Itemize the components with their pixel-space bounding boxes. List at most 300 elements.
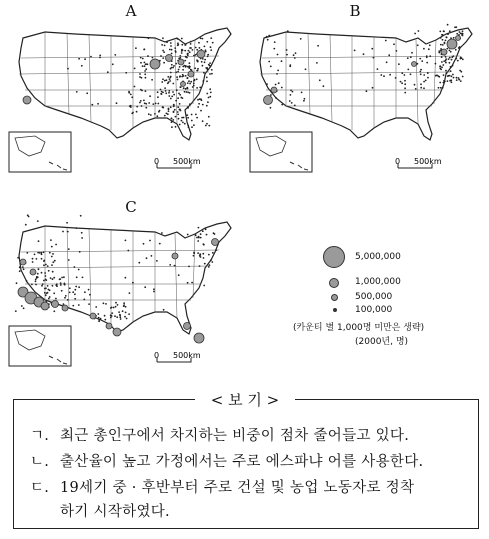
population-dot <box>195 54 197 56</box>
population-dot <box>195 114 197 116</box>
population-dot <box>75 286 77 288</box>
population-dot <box>208 266 210 268</box>
population-dot <box>447 75 449 77</box>
population-dot <box>144 286 146 288</box>
legend-value: 500,000 <box>355 292 393 302</box>
population-dot <box>447 80 449 82</box>
population-dot <box>64 283 66 285</box>
population-dot <box>52 261 54 263</box>
population-dot <box>130 94 132 96</box>
population-dot <box>292 91 294 93</box>
population-dot <box>289 66 291 68</box>
population-dot <box>173 94 175 96</box>
population-dot <box>38 268 40 270</box>
population-dot <box>186 57 188 59</box>
population-dot <box>172 91 174 93</box>
population-circle <box>90 313 96 319</box>
population-dot <box>39 252 41 254</box>
population-dot <box>41 252 43 254</box>
legend-value: 5,000,000 <box>355 252 401 262</box>
panel-label-c: C <box>125 198 137 216</box>
population-dot <box>162 107 164 109</box>
population-circle <box>106 323 112 329</box>
population-dot <box>76 276 78 278</box>
population-dot <box>91 104 93 106</box>
population-dot <box>462 33 464 35</box>
population-dot <box>419 58 421 60</box>
population-dot <box>451 56 453 58</box>
population-dot <box>169 49 171 51</box>
population-dot <box>155 103 157 105</box>
population-dot <box>130 106 132 108</box>
population-dot <box>442 87 444 89</box>
population-dot <box>443 81 445 83</box>
population-dot <box>197 252 199 254</box>
population-dot <box>421 60 423 62</box>
population-dot <box>148 37 150 39</box>
population-dot <box>445 40 447 42</box>
population-dot <box>207 56 209 58</box>
population-dot <box>175 116 177 118</box>
population-dot <box>428 48 430 50</box>
population-dot <box>401 82 403 84</box>
population-dot <box>125 240 127 242</box>
population-dot <box>173 111 175 113</box>
population-circle <box>197 50 205 58</box>
population-dot <box>23 307 25 309</box>
population-dot <box>44 272 46 274</box>
population-dot <box>203 72 205 74</box>
population-dot <box>160 93 162 95</box>
population-dot <box>460 33 462 35</box>
population-dot <box>449 30 451 32</box>
population-dot <box>95 306 97 308</box>
population-dot <box>187 282 189 284</box>
population-dot <box>266 83 268 85</box>
population-dot <box>41 272 43 274</box>
population-dot <box>165 90 167 92</box>
panel-label-b: B <box>349 2 361 20</box>
population-dot <box>404 87 406 89</box>
population-dot <box>290 89 292 91</box>
population-dot <box>143 49 145 51</box>
bogi-item-2 <box>30 450 423 471</box>
population-dot <box>451 81 453 83</box>
population-dot <box>128 313 130 315</box>
population-dot <box>78 286 80 288</box>
population-dot <box>204 263 206 265</box>
population-dot <box>183 117 185 119</box>
population-dot <box>16 282 18 284</box>
population-dot <box>47 265 49 267</box>
population-dot <box>132 112 134 114</box>
population-dot <box>134 86 136 88</box>
population-dot <box>393 43 395 45</box>
population-dot <box>179 94 181 96</box>
population-dot <box>90 56 92 58</box>
population-dot <box>319 79 321 81</box>
population-dot <box>125 72 127 74</box>
population-dot <box>48 289 50 291</box>
population-circle <box>178 59 184 65</box>
population-dot <box>172 83 174 85</box>
population-dot <box>171 118 173 120</box>
population-circle <box>23 96 31 104</box>
population-dot <box>17 257 19 259</box>
population-dot <box>178 93 180 95</box>
map-panel-b <box>246 18 486 188</box>
population-dot <box>37 220 39 222</box>
population-dot <box>21 305 23 307</box>
population-dot <box>178 118 180 120</box>
population-dot <box>442 39 444 41</box>
population-dot <box>440 87 442 89</box>
population-dot <box>411 52 413 54</box>
population-dot <box>187 53 189 55</box>
population-dot <box>188 67 190 69</box>
population-dot <box>439 82 441 84</box>
population-dot <box>44 292 46 294</box>
population-dot <box>175 126 177 128</box>
population-dot <box>164 45 166 47</box>
population-circle <box>150 59 160 69</box>
population-dot <box>35 280 37 282</box>
population-dot <box>212 42 214 44</box>
population-dot <box>114 315 116 317</box>
population-circle <box>447 39 457 49</box>
population-dot <box>305 68 307 70</box>
population-dot <box>19 266 21 268</box>
population-circle <box>271 87 277 93</box>
population-dot <box>316 62 318 64</box>
population-dot <box>200 237 202 239</box>
bogi-text: 최근 총인구에서 차지하는 비중이 점차 줄어들고 있다. <box>60 428 410 444</box>
population-dot <box>141 105 143 107</box>
legend-circle-tiny <box>333 308 337 312</box>
population-dot <box>202 230 204 232</box>
population-dot <box>407 57 409 59</box>
population-dot <box>131 96 133 98</box>
population-dot <box>202 80 204 82</box>
population-dot <box>153 288 155 290</box>
population-dot <box>162 78 164 80</box>
population-dot <box>385 40 387 42</box>
population-dot <box>181 52 183 54</box>
population-dot <box>86 92 88 94</box>
population-dot <box>410 56 412 58</box>
population-dot <box>166 41 168 43</box>
population-dot <box>193 124 195 126</box>
population-dot <box>453 77 455 79</box>
population-dot <box>98 317 100 319</box>
panel-label-a: A <box>125 2 137 20</box>
population-dot <box>197 106 199 108</box>
population-dot <box>52 271 54 273</box>
population-dot <box>51 256 53 258</box>
population-dot <box>439 65 441 67</box>
population-dot <box>440 37 442 39</box>
population-dot <box>404 83 406 85</box>
population-dot <box>136 106 138 108</box>
population-dot <box>429 55 431 57</box>
bogi-box <box>13 399 479 529</box>
population-dot <box>449 75 451 77</box>
population-dot <box>206 77 208 79</box>
population-dot <box>162 37 164 39</box>
population-dot <box>45 275 47 277</box>
population-dot <box>426 62 428 64</box>
population-dot <box>125 306 127 308</box>
population-dot <box>164 87 166 89</box>
population-dot <box>317 45 319 47</box>
population-legend <box>293 248 485 358</box>
population-dot <box>423 81 425 83</box>
population-circle <box>30 269 36 275</box>
population-dot <box>186 114 188 116</box>
population-dot <box>170 106 172 108</box>
population-dot <box>153 291 155 293</box>
population-dot <box>398 63 400 65</box>
population-dot <box>366 90 368 92</box>
population-dot <box>157 103 159 105</box>
map-panel-c <box>5 212 245 382</box>
population-dot <box>209 73 211 75</box>
population-dot <box>200 233 202 235</box>
population-dot <box>190 69 192 71</box>
population-dot <box>188 80 190 82</box>
population-dot <box>459 31 461 33</box>
population-dot <box>206 41 208 43</box>
population-dot <box>134 68 136 70</box>
population-dot <box>189 103 191 105</box>
population-dot <box>113 307 115 309</box>
population-dot <box>452 74 454 76</box>
population-dot <box>211 261 213 263</box>
population-dot <box>144 62 146 64</box>
population-dot <box>74 298 76 300</box>
population-dot <box>80 215 82 217</box>
population-dot <box>163 62 165 64</box>
population-dot <box>199 255 201 257</box>
population-dot <box>128 91 130 93</box>
population-dot <box>146 257 148 259</box>
population-dot <box>445 70 447 72</box>
population-dot <box>53 277 55 279</box>
population-dot <box>191 120 193 122</box>
population-dot <box>97 313 99 315</box>
population-dot <box>450 66 452 68</box>
population-dot <box>65 295 67 297</box>
population-dot <box>193 85 195 87</box>
population-dot <box>157 91 159 93</box>
population-dot <box>438 75 440 77</box>
population-dot <box>177 106 179 108</box>
population-dot <box>206 93 208 95</box>
population-dot <box>373 57 375 59</box>
scale-zero: 0 <box>395 157 401 166</box>
population-dot <box>179 66 181 68</box>
population-dot <box>196 70 198 72</box>
population-dot <box>181 38 183 40</box>
population-dot <box>210 92 212 94</box>
population-dot <box>187 82 189 84</box>
population-dot <box>407 69 409 71</box>
population-dot <box>149 95 151 97</box>
population-dot <box>184 91 186 93</box>
population-dot <box>295 52 297 54</box>
population-dot <box>181 76 183 78</box>
population-dot <box>202 104 204 106</box>
population-circle <box>181 82 186 87</box>
population-dot <box>76 91 78 93</box>
population-dot <box>185 75 187 77</box>
population-dot <box>186 91 188 93</box>
population-circle <box>113 328 121 336</box>
population-dot <box>45 294 47 296</box>
population-dot <box>34 254 36 256</box>
legend-circle-medium <box>329 278 339 288</box>
population-dot <box>187 91 189 93</box>
population-dot <box>171 121 173 123</box>
bogi-text: 하기 시작하였다. <box>60 504 170 520</box>
population-dot <box>450 70 452 72</box>
population-dot <box>43 260 45 262</box>
population-dot <box>53 310 55 312</box>
population-dot <box>117 304 119 306</box>
scale-distance: 500km <box>414 157 442 166</box>
population-dot <box>159 110 161 112</box>
population-dot <box>455 49 457 51</box>
population-dot <box>171 126 173 128</box>
scale-zero: 0 <box>154 351 160 360</box>
population-dot <box>188 266 190 268</box>
population-dot <box>152 103 154 105</box>
population-dot <box>198 227 200 229</box>
population-dot <box>189 47 191 49</box>
population-dot <box>52 285 54 287</box>
legend-row-5000000 <box>315 248 485 266</box>
population-dot <box>178 274 180 276</box>
population-dot <box>449 50 451 52</box>
population-dot <box>148 113 150 115</box>
population-dot <box>427 77 429 79</box>
population-dot <box>168 95 170 97</box>
population-dot <box>183 87 185 89</box>
population-dot <box>171 64 173 66</box>
population-dot <box>456 33 458 35</box>
population-dot <box>161 81 163 83</box>
population-dot <box>147 55 149 57</box>
population-dot <box>176 89 178 91</box>
population-dot <box>266 36 268 38</box>
population-dot <box>286 54 288 56</box>
population-dot <box>127 250 129 252</box>
population-dot <box>152 57 154 59</box>
population-dot <box>32 258 34 260</box>
population-dot <box>143 100 145 102</box>
population-dot <box>462 76 464 78</box>
population-dot <box>154 113 156 115</box>
population-dot <box>179 55 181 57</box>
population-dot <box>270 66 272 68</box>
population-dot <box>98 320 100 322</box>
population-dot <box>169 80 171 82</box>
population-dot <box>185 66 187 68</box>
population-dot <box>195 47 197 49</box>
population-dot <box>177 111 179 113</box>
population-circle <box>166 55 173 62</box>
population-dot <box>211 69 213 71</box>
population-dot <box>445 56 447 58</box>
bogi-title: < 보 기 > <box>195 389 295 410</box>
population-dot <box>174 109 176 111</box>
population-dot <box>206 105 208 107</box>
population-dot <box>205 125 207 127</box>
population-dot <box>42 283 44 285</box>
population-dot <box>163 309 165 311</box>
population-dot <box>440 44 442 46</box>
population-dot <box>126 318 128 320</box>
population-dot <box>203 244 205 246</box>
population-dot <box>197 240 199 242</box>
population-dot <box>110 317 112 319</box>
population-dot <box>60 282 62 284</box>
population-dot <box>184 123 186 125</box>
population-dot <box>456 77 458 79</box>
population-dot <box>179 109 181 111</box>
population-dot <box>145 77 147 79</box>
population-dot <box>404 80 406 82</box>
population-circle <box>184 323 191 330</box>
population-dot <box>122 310 124 312</box>
population-dot <box>461 57 463 59</box>
population-dot <box>63 276 65 278</box>
population-dot <box>124 316 126 318</box>
population-dot <box>32 261 34 263</box>
population-dot <box>200 37 202 39</box>
population-dot <box>173 65 175 67</box>
population-dot <box>395 77 397 79</box>
population-dot <box>354 50 356 52</box>
population-dot <box>453 37 455 39</box>
population-dot <box>60 284 62 286</box>
population-dot <box>457 60 459 62</box>
population-dot <box>460 71 462 73</box>
population-dot <box>74 266 76 268</box>
population-dot <box>38 240 40 242</box>
population-dot <box>458 47 460 49</box>
population-dot <box>281 87 283 89</box>
population-dot <box>45 279 47 281</box>
population-dot <box>145 63 147 65</box>
population-dot <box>281 104 283 106</box>
population-dot <box>173 104 175 106</box>
population-dot <box>162 50 164 52</box>
population-circle <box>52 301 59 308</box>
population-dot <box>207 101 209 103</box>
population-dot <box>22 266 24 268</box>
population-dot <box>194 79 196 81</box>
population-dot <box>187 107 189 109</box>
population-dot <box>201 61 203 63</box>
population-dot <box>404 92 406 94</box>
population-dot <box>420 83 422 85</box>
population-dot <box>191 282 193 284</box>
bogi-item-4 <box>30 500 170 521</box>
population-dot <box>423 48 425 50</box>
population-dot <box>445 62 447 64</box>
population-dot <box>45 264 47 266</box>
